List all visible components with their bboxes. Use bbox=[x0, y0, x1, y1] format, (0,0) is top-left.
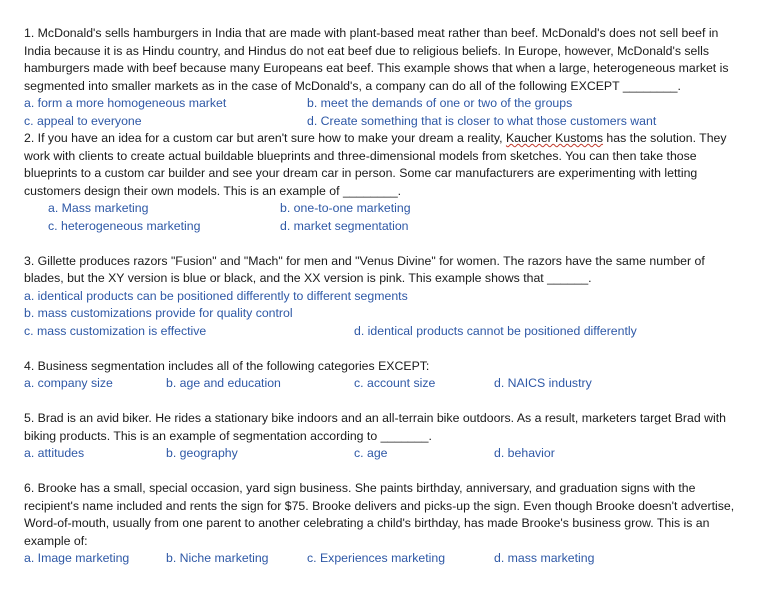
question-1-option-d: d. Create something that is closer to what those customers want bbox=[307, 113, 657, 128]
question-4-stem: 4. Business segmentation includes all of the following categories EXCEPT: bbox=[24, 358, 430, 373]
question-3-options-row-2 bbox=[24, 305, 736, 323]
question-3 bbox=[24, 253, 736, 341]
question-1-option-b: b. meet the demands of one or two of the groups bbox=[307, 96, 573, 110]
question-2-option-c: c. heterogeneous marketing bbox=[48, 218, 201, 233]
spacer bbox=[24, 393, 736, 411]
question-5-stem: 5. Brad is an avid biker. He rides a stationary bike indoors and an all-terrain bike outdoors. As a result, marketers target Brad with biking products. This is an example of segmentation according to _______. bbox=[24, 411, 726, 443]
question-2-stem-start: 2. If you have an idea for a custom car but aren't sure how to make your dream a reality, bbox=[24, 131, 506, 145]
question-4 bbox=[24, 358, 736, 393]
question-4-options-row bbox=[24, 375, 736, 393]
question-2-option-a: a. Mass marketing bbox=[48, 201, 149, 215]
question-5-option-d: d. behavior bbox=[494, 446, 555, 460]
question-6-stem: 6. Brooke has a small, special occasion, yard sign business. She paints birthday, anniversary, and graduation signs with the recipient's name included and rents the sign for $75. Brooke delivers and picks-up the sign. Even though Brooke doesn't advertise, Word-of-mouth, usually from one parent to another celebrating a child's birthday, has made Brooke's business grow. This is an example of: bbox=[24, 481, 735, 548]
question-5-option-b: b. geography bbox=[166, 446, 238, 460]
question-3-option-c: c. mass customization is effective bbox=[24, 323, 207, 338]
question-4-option-d: d. NAICS industry bbox=[494, 376, 592, 390]
question-1 bbox=[24, 25, 736, 130]
question-2-stem bbox=[24, 130, 736, 200]
question-6-options-row bbox=[24, 550, 736, 568]
spacer bbox=[24, 340, 736, 358]
question-1-options-row-2 bbox=[24, 113, 736, 131]
question-4-option-c: c. account size bbox=[354, 376, 436, 390]
question-5-options-row bbox=[24, 445, 736, 463]
question-3-options-row-3 bbox=[24, 323, 736, 341]
question-5-option-a: a. attitudes bbox=[24, 446, 85, 460]
question-1-stem: 1. McDonald's sells hamburgers in India that are made with plant-based meat rather than beef. McDonald's does not sell beef in India because it is as Hindu country, and Hindus do not eat beef due to religious beliefs. In Europe, however, McDonald's sells hamburgers made with beef because many Europeans eat beef. This example shows that when a large, heterogeneous market is segmented into smaller markets as in the case of McDonald's, a company can do all of the following EXCEPT ________. bbox=[24, 26, 729, 93]
question-2-option-b: b. one-to-one marketing bbox=[280, 201, 411, 215]
question-2-stem-end: has the solution. They work with clients to create actual buildable blueprints and three-dimensional models from sketches. You can then take those blueprints to a custom car builder and see your dream car in person. Some car manufacturers are experimenting with letting customers design their own models. This is an example of ________. bbox=[24, 131, 727, 198]
question-2-options-row-1 bbox=[24, 200, 736, 218]
question-6-option-d: d. mass marketing bbox=[494, 551, 595, 565]
question-3-option-d: d. identical products cannot be positioned differently bbox=[354, 323, 637, 338]
question-1-option-a: a. form a more homogeneous market bbox=[24, 96, 227, 110]
question-3-stem: 3. Gillette produces razors "Fusion" and "Mach" for men and "Venus Divine" for women. The razors have the same number of blades, but the XY version is blue or black, and the XX version is pink. This example shows that ______. bbox=[24, 253, 705, 285]
question-6-option-a: a. Image marketing bbox=[24, 551, 130, 565]
question-2-brand-name: Kaucher Kustoms bbox=[505, 131, 604, 145]
question-3-option-b: b. mass customizations provide for quality control bbox=[24, 306, 293, 320]
question-4-option-b: b. age and education bbox=[166, 376, 281, 390]
question-1-options-row-1 bbox=[24, 95, 736, 113]
question-2 bbox=[24, 130, 736, 235]
question-6 bbox=[24, 480, 736, 568]
spacer bbox=[24, 235, 736, 253]
question-3-options-row-1 bbox=[24, 288, 736, 306]
question-3-option-a: a. identical products can be positioned differently to different segments bbox=[24, 288, 408, 303]
question-2-option-d: d. market segmentation bbox=[280, 218, 409, 233]
question-5-option-c: c. age bbox=[354, 446, 388, 460]
question-5 bbox=[24, 410, 736, 463]
spacer bbox=[24, 463, 736, 481]
question-6-option-c: c. Experiences marketing bbox=[307, 551, 446, 565]
question-6-option-b: b. Niche marketing bbox=[166, 551, 269, 565]
question-1-option-c: c. appeal to everyone bbox=[24, 113, 142, 128]
question-4-option-a: a. company size bbox=[24, 376, 113, 390]
quiz-document bbox=[24, 25, 736, 568]
question-2-options-row-2 bbox=[24, 218, 736, 236]
